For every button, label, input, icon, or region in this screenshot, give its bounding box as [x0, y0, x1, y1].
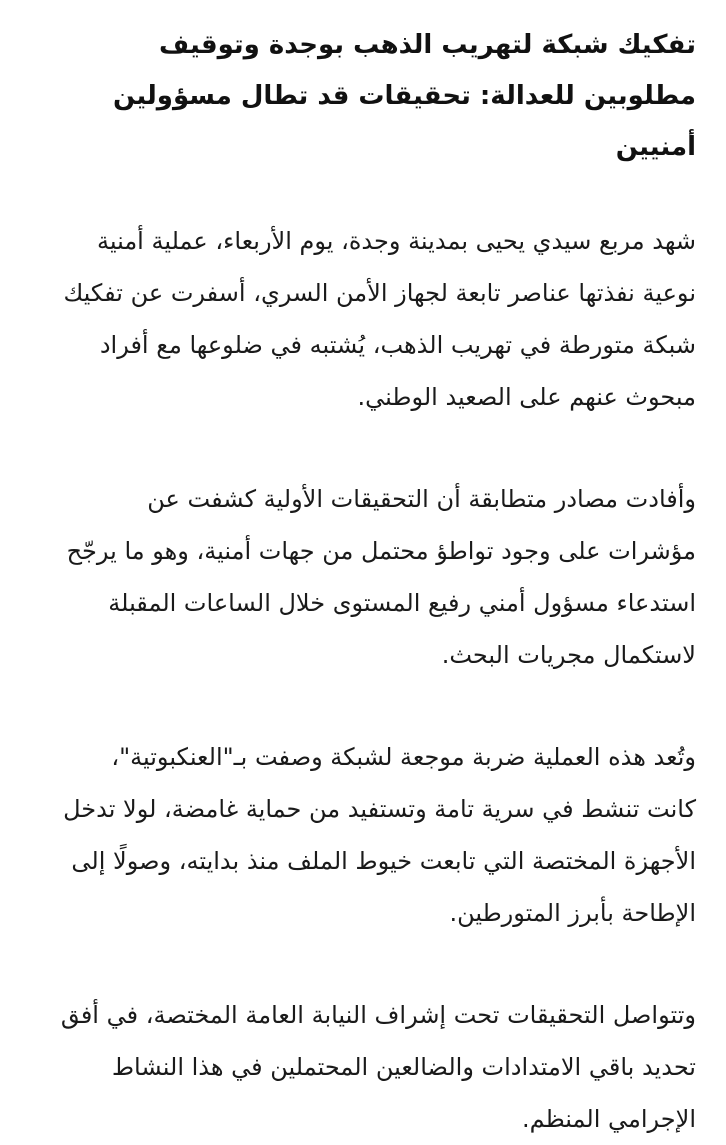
article-body — [60, 215, 696, 1145]
article-paragraph-2: وأفادت مصادر متطابقة أن التحقيقات الأولية كشفت عن مؤشرات على وجود تواطؤ محتمل من جهات أمنية، وهو ما يرجّح استدعاء مسؤول أمني رفيع المستوى خلال الساعات المقبلة لاستكمال مجريات البحث. — [66, 485, 696, 669]
article-paragraph-3: وتُعد هذه العملية ضربة موجعة لشبكة وصفت بـ"العنكبوتية"، كانت تنشط في سرية تامة وتستفيد من حماية غامضة، لولا تدخل الأجهزة المختصة التي تابعت خيوط الملف منذ بدايته، وصولًا إلى الإطاحة بأبرز المتورطين. — [63, 743, 696, 927]
article-paragraph-4: وتتواصل التحقيقات تحت إشراف النيابة العامة المختصة، في أفق تحديد باقي الامتدادات والضالعين المحتملين في هذا النشاط الإجرامي المنظم. — [60, 1001, 696, 1133]
article-title: تفكيك شبكة لتهريب الذهب بوجدة وتوقيف مطلوبين للعدالة: تحقيقات قد تطال مسؤولين أمنيين — [113, 30, 696, 162]
article-paragraph-1: شهد مربع سيدي يحيى بمدينة وجدة، يوم الأربعاء، عملية أمنية نوعية نفذتها عناصر تابعة لجهاز الأمن السري، أسفرت عن تفكيك شبكة متورطة في تهريب الذهب، يُشتبه في ضلوعها مع أفراد مبحوث عنهم على الصعيد الوطني. — [63, 227, 696, 411]
